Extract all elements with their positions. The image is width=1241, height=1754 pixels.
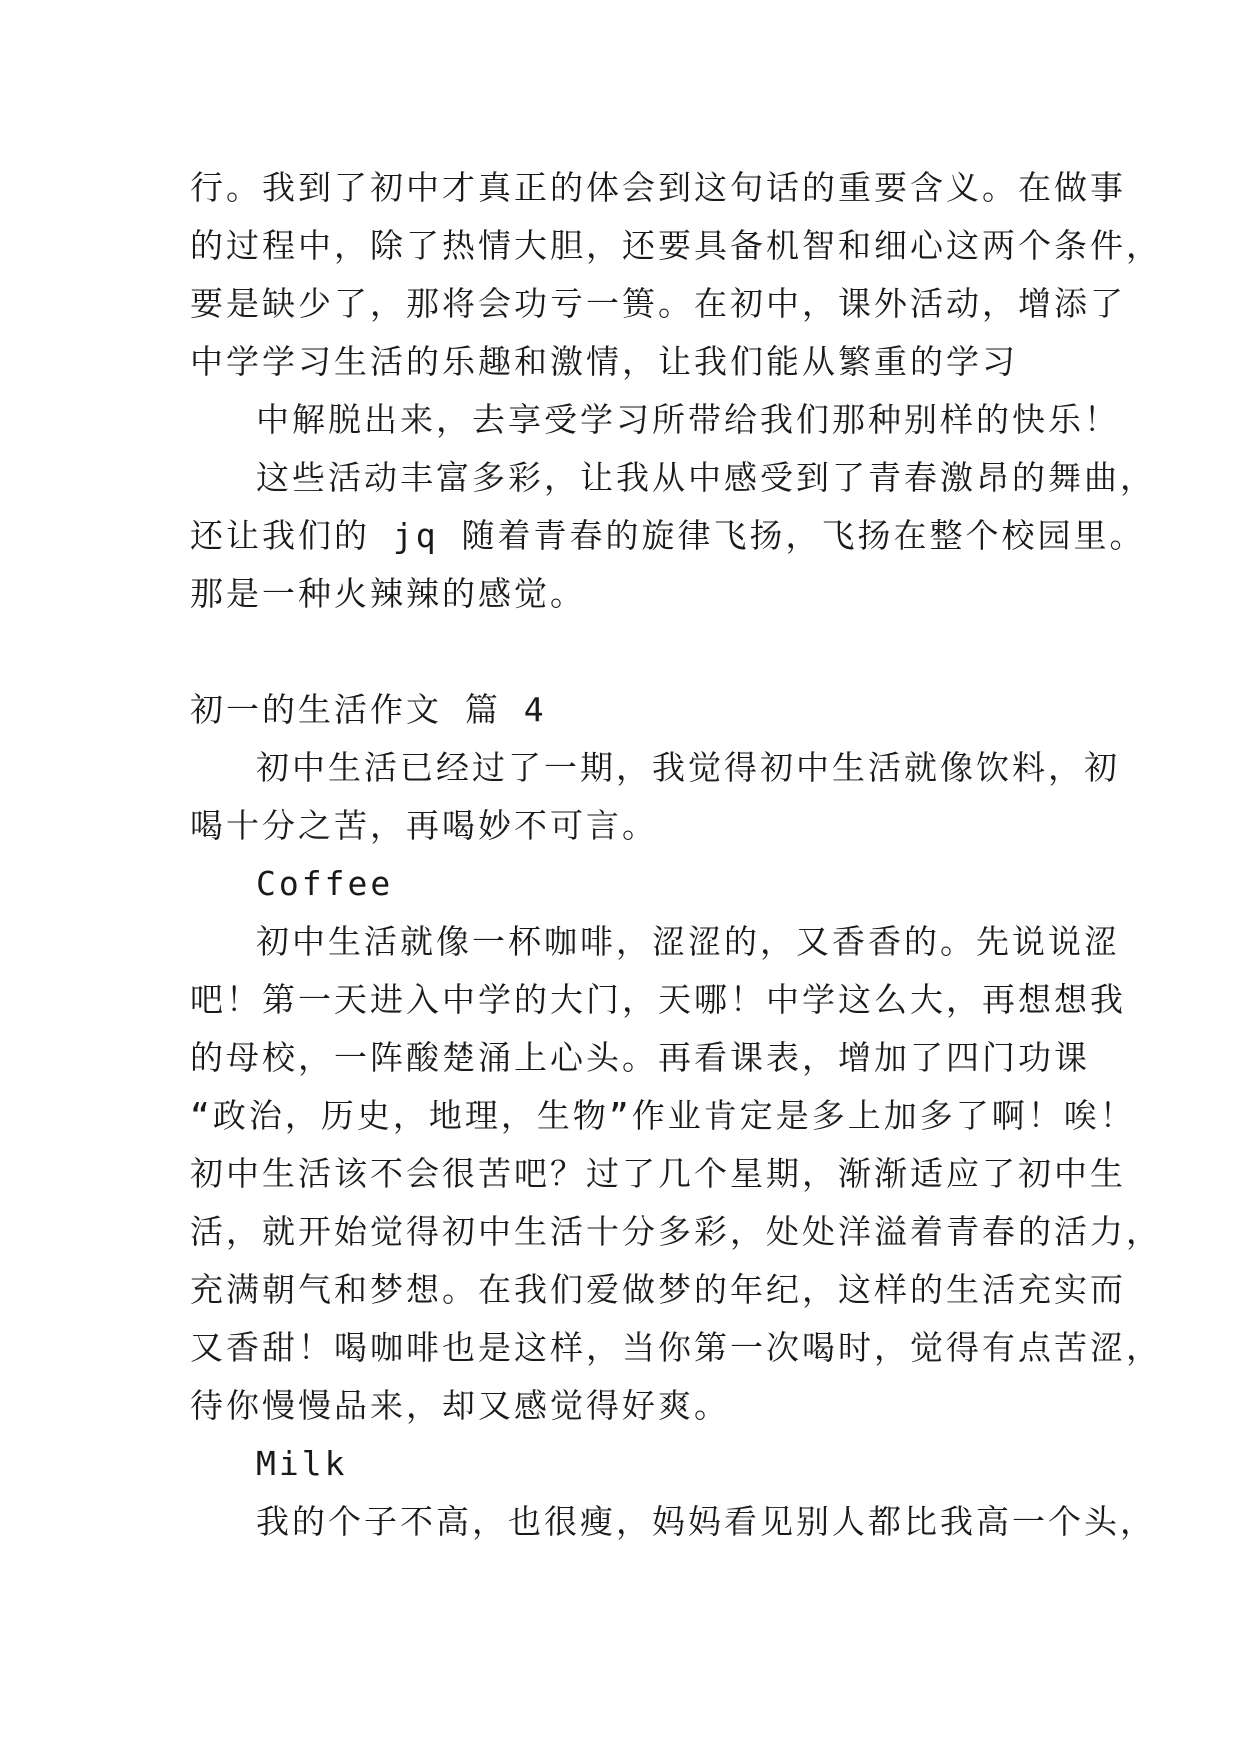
text-line: 吧！第一天进入中学的大门，天哪！中学这么大，再想想我 — [190, 980, 1126, 1019]
text-line: 还让我们的 jq 随着青春的旋律飞扬，飞扬在整个校园里。 — [190, 516, 1146, 555]
text-line: “政治，历史，地理，生物”作业肯定是多上加多了啊！唉！ — [190, 1096, 1136, 1135]
text-line: 那是一种火辣辣的感觉。 — [190, 574, 586, 613]
text-line: 要是缺少了，那将会功亏一篑。在初中，课外活动，增添了 — [190, 284, 1126, 323]
text-line: 这些活动丰富多彩，让我从中感受到了青春激昂的舞曲， — [256, 458, 1156, 497]
text-line: 初中生活已经过了一期，我觉得初中生活就像饮料，初 — [256, 748, 1120, 787]
text-line: 活，就开始觉得初中生活十分多彩，处处洋溢着青春的活力， — [190, 1212, 1162, 1251]
subheading-coffee: Coffee — [256, 864, 394, 903]
text-line: 我的个子不高，也很瘦，妈妈看见别人都比我高一个头， — [256, 1502, 1156, 1541]
text-line: 的母校，一阵酸楚涌上心头。再看课表，增加了四门功课 — [190, 1038, 1090, 1077]
text-line: 待你慢慢品来，却又感觉得好爽。 — [190, 1386, 730, 1425]
text-line: 中解脱出来，去享受学习所带给我们那种别样的快乐！ — [256, 400, 1120, 439]
text-line: 喝十分之苦，再喝妙不可言。 — [190, 806, 658, 845]
subheading-milk: Milk — [256, 1444, 348, 1483]
text-line: 初中生活该不会很苦吧？过了几个星期，渐渐适应了初中生 — [190, 1154, 1126, 1193]
text-line: 初中生活就像一杯咖啡，涩涩的，又香香的。先说说涩 — [256, 922, 1120, 961]
text-line: 中学学习生活的乐趣和激情，让我们能从繁重的学习 — [190, 342, 1018, 381]
section-heading: 初一的生活作文 篇 4 — [190, 690, 547, 729]
text-line: 行。我到了初中才真正的体会到这句话的重要含义。在做事 — [190, 168, 1126, 207]
text-line: 又香甜！喝咖啡也是这样，当你第一次喝时，觉得有点苦涩， — [190, 1328, 1162, 1367]
text-line: 的过程中，除了热情大胆，还要具备机智和细心这两个条件， — [190, 226, 1162, 265]
text-line: 充满朝气和梦想。在我们爱做梦的年纪，这样的生活充实而 — [190, 1270, 1126, 1309]
